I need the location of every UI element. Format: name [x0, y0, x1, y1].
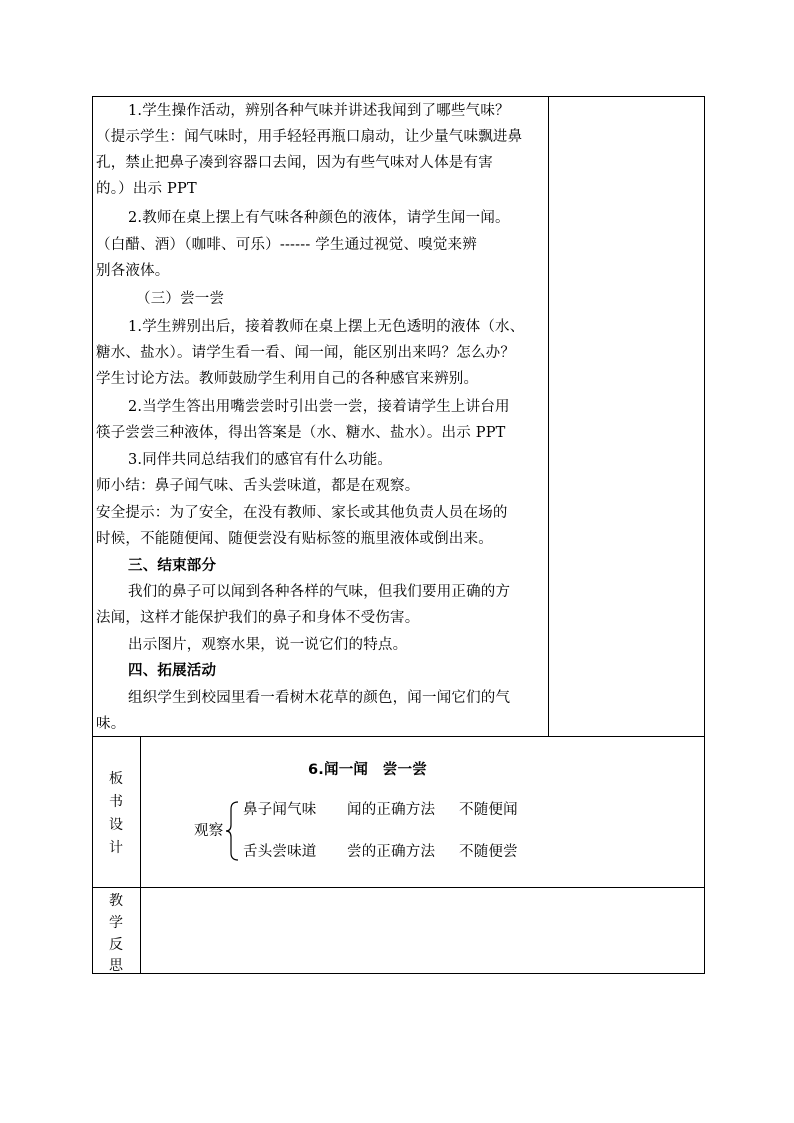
board-row-2-method: 尝的正确方法: [347, 844, 436, 860]
text-line: 出示图片，观察水果，说一说它们的特点。: [128, 637, 408, 653]
label-char: 板: [109, 771, 123, 787]
label-char: 计: [109, 840, 123, 856]
text-line: 糖水、盐水）。请学生看一看、闻一闻，能区别出来吗？怎么办？: [96, 345, 516, 361]
section-heading: 四、拓展活动: [128, 663, 217, 679]
text-line: 味。: [96, 716, 126, 732]
section-heading: 三、结束部分: [128, 558, 217, 574]
text-line: 安全提示：为了安全，在没有教师、家长或其他负责人员在场的: [96, 505, 508, 521]
text-line: 法闻，这样才能保护我们的鼻子和身体不受伤害。: [96, 610, 420, 626]
label-char: 设: [109, 817, 123, 833]
text-line: 时候，不能随便闻、随便尝没有贴标签的瓶里液体或倒出来。: [96, 531, 493, 547]
text-line: 3.同伴共同总结我们的感官有什么功能。: [128, 452, 393, 468]
text-line: 学生讨论方法。教师鼓励学生利用自己的各种感官来辨别。: [96, 371, 479, 387]
text-line: 师小结：鼻子闻气味、舌头尝味道，都是在观察。: [96, 478, 420, 494]
text-line: 组织学生到校园里看一看树木花草的颜色，闻一闻它们的气: [128, 690, 511, 706]
text-line: 2.当学生答出用嘴尝尝时引出尝一尝，接着请学生上讲台用: [128, 399, 510, 415]
text-line: 孔，禁止把鼻子凑到容器口去闻，因为有些气味对人体是有害: [96, 155, 493, 171]
text-line: （白醋、酒）（咖啡、可乐）------ 学生通过视觉、嗅觉来辨: [96, 237, 477, 253]
text-line: 2.教师在桌上摆上有气味各种颜色的液体，请学生闻一闻。: [128, 210, 510, 226]
label-char: 教: [109, 893, 123, 909]
text-line: 别各液体。: [96, 263, 170, 279]
board-row-1-method: 闻的正确方法: [347, 802, 436, 818]
label-char: 书: [109, 794, 123, 810]
curly-brace-icon: [224, 800, 240, 862]
label-char: 反: [109, 937, 123, 953]
board-row-2-rule: 不随便尝: [459, 844, 518, 860]
board-title: 6.闻一闻 尝一尝: [308, 762, 427, 778]
reflection-content: [141, 888, 704, 973]
text-line: 的。）出示 PPT: [96, 181, 197, 197]
text-line: 1.学生操作活动，辨别各种气味并讲述我闻到了哪些气味？: [128, 103, 510, 119]
board-row-1-term: 鼻子闻气味: [243, 802, 317, 818]
text-line: 我们的鼻子可以闻到各种各样的气味，但我们要用正确的方: [128, 584, 511, 600]
text-line: 筷子尝尝三种液体，得出答案是（水、糖水、盐水）。出示 PPT: [96, 425, 506, 441]
label-char: 学: [109, 915, 123, 931]
group-label: 观察: [194, 823, 224, 839]
table-border-bottom: [92, 973, 705, 974]
section-heading: （三）尝一尝: [136, 291, 225, 307]
board-row-1-rule: 不随便闻: [459, 802, 518, 818]
text-line: （提示学生：闻气味时，用手轻轻再瓶口扇动，让少量气味飘进鼻: [96, 129, 523, 145]
board-row-2-term: 舌头尝味道: [243, 844, 317, 860]
label-char: 思: [109, 958, 123, 974]
table-border-right: [704, 96, 705, 974]
text-line: 1.学生辨别出后，接着教师在桌上摆上无色透明的液体（水、: [128, 319, 525, 335]
table-border-top: [92, 96, 705, 97]
main-cell-divider: [548, 96, 549, 737]
row-divider-1: [92, 736, 705, 737]
